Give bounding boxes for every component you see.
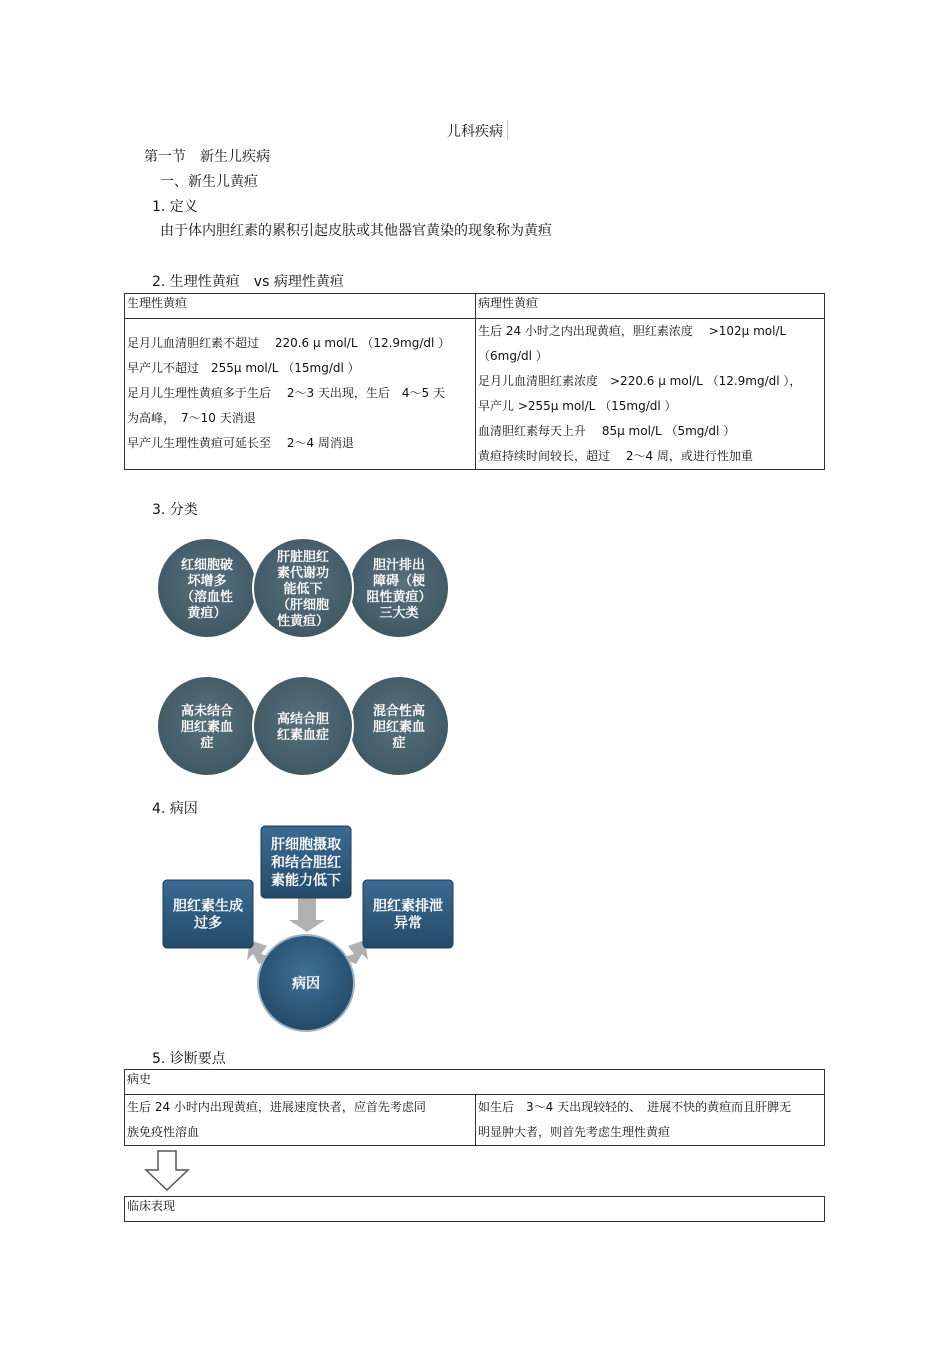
classification-diagram <box>155 530 455 780</box>
physiological-cell <box>125 319 476 470</box>
title-divider <box>507 120 508 140</box>
classification-label: 高结合胆 <box>276 712 330 727</box>
cause-label-left: 过多 <box>194 915 222 932</box>
subsection-heading: 一、新生儿黄疸 <box>160 174 258 190</box>
cause-diagram <box>155 822 460 1037</box>
classification-label: 阻性黄疸） <box>366 590 432 605</box>
classification-label: 红细胞破 <box>180 558 234 573</box>
history-line: 生后 24 小时内出现黄疸，进展速度快者，应首先考虑同 <box>127 1100 426 1114</box>
classification-label: 胆红素血 <box>372 720 426 735</box>
clinical-table <box>124 1196 825 1222</box>
heading-diagnosis: 5. 诊断要点 <box>152 1051 226 1067</box>
cause-label-right: 异常 <box>394 915 422 932</box>
physiological-line: 为高峰， 7～10 天消退 <box>127 411 256 425</box>
physiological-line: 早产儿生理性黄疸可延长至 2～4 周消退 <box>127 436 354 450</box>
heading-comparison: 2. 生理性黄疸 vs 病理性黄疸 <box>152 274 344 290</box>
history-line: 如生后 3～4 天出现较轻的、 进展不快的黄疸而且肝脾无 <box>478 1100 792 1114</box>
comparison-table <box>124 293 825 470</box>
history-line: 族免疫性溶血 <box>127 1125 200 1139</box>
pathological-line: 黄疸持续时间较长，超过 2～4 周，或进行性加重 <box>478 449 753 463</box>
pathological-line: 生后 24 小时之内出现黄疸，胆红素浓度 >102μ mol/L <box>478 324 787 338</box>
classification-label: 性黄疸） <box>276 614 330 629</box>
classification-label: 素代谢功 <box>276 566 330 581</box>
classification-label: 黄疸） <box>187 606 227 621</box>
classification-row-bottom <box>157 676 449 776</box>
heading-cause: 4. 病因 <box>152 801 198 817</box>
cause-label-left: 胆红素生成 <box>173 898 243 915</box>
history-right-cell <box>476 1095 825 1146</box>
classification-label: 症 <box>392 736 406 751</box>
classification-label: （肝细胞 <box>276 598 330 613</box>
physiological-line: 足月儿血清胆红素不超过 220.6 μ mol/L （12.9mg/dl ） <box>127 336 451 350</box>
hollow-down-arrow-icon <box>144 1150 192 1192</box>
heading-definition: 1. 定义 <box>152 199 198 215</box>
diagnosis-table <box>124 1069 825 1146</box>
doc-title: 儿科疾病 <box>447 124 503 140</box>
history-line: 明显肿大者，则首先考虑生理性黄疸 <box>478 1125 671 1139</box>
pathological-line: 早产儿 >255μ mol/L （15mg/dl ） <box>478 399 677 413</box>
table-header-physiological: 生理性黄疸 <box>125 294 476 319</box>
pathological-line: 足月儿血清胆红素浓度 >220.6 μ mol/L （12.9mg/dl ）， <box>478 374 802 388</box>
classification-label: 胆红素血 <box>180 720 234 735</box>
cause-label-top: 肝细胞摄取 <box>271 837 341 853</box>
cause-label-center: 病因 <box>292 976 320 992</box>
classification-row-top <box>157 538 449 638</box>
pathological-line: 血清胆红素每天上升 85μ mol/L （5mg/dl ） <box>478 424 736 438</box>
cause-label-right: 胆红素排泄 <box>373 898 443 915</box>
section-heading: 第一节 新生儿疾病 <box>144 149 270 165</box>
classification-label: 障碍（梗 <box>372 574 426 589</box>
classification-label: 三大类 <box>379 606 419 621</box>
table-header-pathological: 病理性黄疸 <box>476 294 825 319</box>
classification-label: 胆汁排出 <box>372 558 426 573</box>
classification-label: 能低下 <box>283 582 323 597</box>
classification-label: 高未结合 <box>180 704 234 719</box>
classification-label: 肝脏胆红 <box>276 550 330 565</box>
classification-label: （溶血性 <box>180 590 234 605</box>
clinical-header: 临床表现 <box>125 1197 825 1222</box>
physiological-line: 足月儿生理性黄疸多于生后 2～3 天出现，生后 4～5 天 <box>127 386 445 400</box>
history-header: 病史 <box>125 1070 825 1095</box>
pathological-cell <box>476 319 825 470</box>
heading-classification: 3. 分类 <box>152 502 198 518</box>
classification-label: 红素血症 <box>276 728 330 743</box>
classification-label: 症 <box>200 736 214 751</box>
definition-text: 由于体内胆红素的累积引起皮肤或其他器官黄染的现象称为黄疸 <box>160 223 552 239</box>
classification-label: 坏增多 <box>187 574 227 589</box>
cause-label-top: 和结合胆红 <box>271 855 341 871</box>
physiological-line: 早产儿不超过 255μ mol/L （15mg/dl ） <box>127 361 360 375</box>
cause-label-top: 素能力低下 <box>271 873 341 889</box>
history-left-cell <box>125 1095 476 1146</box>
classification-label: 混合性高 <box>372 704 426 719</box>
down-arrow-icon <box>289 898 325 932</box>
pathological-line: （6mg/dl ） <box>478 349 548 363</box>
